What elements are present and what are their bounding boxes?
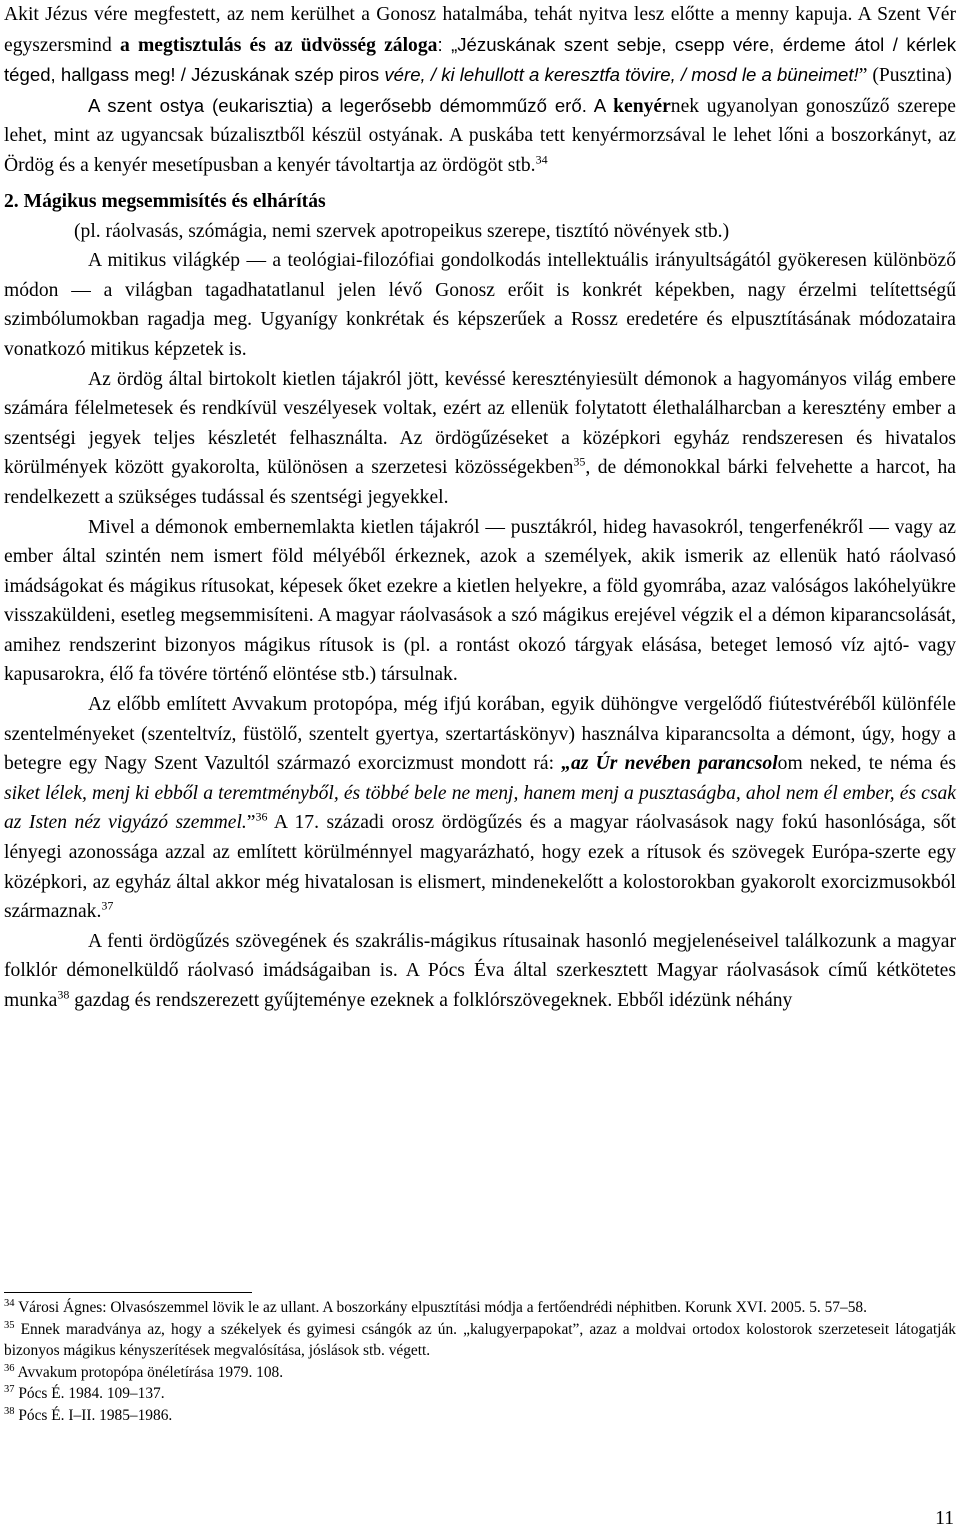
footnote-ref[interactable]: 35 <box>573 454 586 469</box>
footnote-text: Városi Ágnes: Olvasószemmel lövik le az ullant. A boszorkány elpusztítási módja a fertőendrédi néphitben. Korunk XVI. 2005. 5. 57–58. <box>14 1299 867 1316</box>
quote-close: ” <box>246 812 256 834</box>
footnote-number: 36 <box>4 1362 15 1374</box>
paragraph-7 <box>4 690 956 927</box>
quote-text: : „Jézuskának szent sebje, csepp vére, érdeme átol / kérlek téged, hallgass meg! / Jézuskának szép piros <box>4 33 957 86</box>
text-run: A 17. századi orosz ördögűzés és a magyar ráolvasások nagy fokú hasonlósága, sőt lényegi azonossága azzal az említett körülménnyel magyarázható, hogy ezek a rítusok és szövegek Európa-szerte egy középkori, az egyház által akkor még hivatalosan is elismert, mindenekelőtt a kolostorokban gyakorolt exorcizmusokból származnak. <box>4 812 956 923</box>
footnote-ref[interactable]: 37 <box>101 898 114 913</box>
footnote-38 <box>4 1405 956 1427</box>
text-run: om neked, te néma és <box>777 753 956 775</box>
text-run: , de démonokkal bárki felvehette a harcot, ha rendelkezett a szükséges tudással és szentségi jegyekkel. <box>4 457 956 508</box>
footnote-number: 35 <box>4 1319 15 1331</box>
quote-source: ” (Pusztina) <box>858 65 952 87</box>
footnote-37 <box>4 1383 956 1405</box>
footnote-35 <box>4 1319 956 1362</box>
document-page <box>4 0 956 1016</box>
footnote-number: 38 <box>4 1405 15 1417</box>
footnote-text: Pócs É. 1984. 109–137. <box>14 1385 165 1402</box>
footnote-text: Avvakum protopópa önéletírása 1979. 108. <box>14 1363 284 1381</box>
paragraph-5 <box>4 365 956 513</box>
footnote-number: 37 <box>4 1383 15 1395</box>
paragraph-8 <box>4 927 956 1016</box>
page-number: 11 <box>935 1508 954 1529</box>
paragraph-1 <box>4 0 956 91</box>
footnote-36 <box>4 1362 956 1384</box>
footnotes <box>4 1297 956 1426</box>
text-run: A fenti ördögűzés szövegének és szakrális-mágikus rítusainak hasonló megjelenéseivel találkozunk a magyar folklór démonelküldő ráolvasó imádságaiban is. A Pócs Éva által szerkesztett Magyar ráolvasások című kétkötetes munka <box>4 930 956 1011</box>
paragraph-3: (pl. ráolvasás, szómágia, nemi szervek apotropeikus szerepe, tisztító növények stb.) <box>74 220 730 242</box>
footnote-text: Pócs É. I–II. 1985–1986. <box>14 1406 173 1424</box>
quote-bold-italic: „az Úr nevében parancsol <box>561 753 778 775</box>
paragraph-2 <box>4 91 956 181</box>
text-run: Akit Jézus vére megfestett, az nem kerülhet a Gonosz hatalmába, tehát nyitva lesz előtte a menny kapuja. A Szent Vér egyszersmind <box>4 4 956 56</box>
text-run: Az előbb említett Avvakum protopópa, még ifjú korában, egyik dühöngve vergelődő fiútestvéréből különféle szentelményeket (szenteltvíz, füstölő, szentelt gyertya, szertartáskönyv) használva kiparancsolta a démont, úgy, hogy a betegre egy Nagy Szent Vazultól származó exorcizmust mondott rá: <box>4 694 956 775</box>
text-run: Az ördög által birtokolt kietlen tájakról jött, kevéssé keresztényiesült démonok a hagyományos világ embere számára félelmetesek és rendkívül veszélyesek voltak, ezért az ellenük folytatott élethalálharcban a keresztény ember a szentségi jegyek teljes készletét felhasználta. Az ördögűzéseket a középkori egyház rendszeresen és hivatalos körülmények között gyakorolta, különösen a szerzetesi közösségekben <box>4 368 956 479</box>
quote-italic: siket lélek, menj ki ebből a teremtményből, és többé bele ne menj, hanem menj a pusztaságba, ahol nem él ember, és csak az Isten néz vigyázó szemmel. <box>4 782 956 834</box>
text-run: gazdag és rendszerezett gyűjteménye ezeknek a folklórszövegeknek. Ebből idézünk néhány <box>69 990 793 1011</box>
paragraph-4: A mitikus világkép — a teológiai-filozófiai gondolkodás intellektuális irányultságától gyökeresen különböző módon — a világban tagadhatatlanul jelen lévő Gonosz erőit is konkrét képekben, nagy érzelmi telítettségű szimbólumokban ragadja meg. Ugyanígy konkrétak és képszerűek a Rossz eredetére és elpusztításának módozataira vonatkozó mitikus képzetek is. <box>4 250 956 360</box>
footnote-ref[interactable]: 36 <box>255 809 268 824</box>
bold-phrase: a megtisztulás és az üdvösség záloga <box>119 34 438 56</box>
section-heading: 2. Mágikus megsemmisítés és elhárítás <box>4 190 326 212</box>
bold-word: kenyér <box>613 95 671 117</box>
footnote-34 <box>4 1297 956 1319</box>
quote-italic: vére, / ki lehullott a keresztfa tövire, / mosd le a büneimet! <box>384 64 859 86</box>
text-run: A szent ostya (eukarisztia) a legerősebb démomműző erő. A <box>88 94 614 116</box>
footnote-number: 34 <box>4 1297 15 1309</box>
footnote-ref[interactable]: 38 <box>57 987 70 1002</box>
footnote-ref[interactable]: 34 <box>535 152 548 167</box>
paragraph-6: Mivel a démonok embernemlakta kietlen tájakról — pusztákról, hideg havasokról, tengerfenékről — vagy az ember által szintén nem ismert föld mélyéből érkeznek, azok a személyek, akik ismerik az ellenük ható ráolvasó imádságokat és mágikus rítusokat, képesek őket ezekre a kietlen helyekre, a föld gyomrába, azaz valóságos lakóhelyükre visszaküldeni, esetleg megsemmisíteni. A magyar ráolvasások a szó mágikus erejével végzik el a démon kiparancsolását, amihez rendszerint bizonyos mágikus rítusok is (pl. a rontást okozó tárgyak elásása, beteget lemosó víz ajtó- vagy kapusarokra, élő fa tövére történő elöntése stb.) társulnak. <box>4 516 956 686</box>
footnote-text: Ennek maradványa az, hogy a székelyek és gyimesi csángók az ún. „kalugyerpapokat”, azaz a moldvai ortodox kolostorok szerzeteseit látogatják bizonyos mágikus kényszerítések megvalósítása, jóslások stb. végett. <box>4 1320 956 1359</box>
footnote-separator <box>4 1292 252 1293</box>
text-run: nek ugyanolyan gonoszűző szerepe lehet, mint az ugyancsak búzalisztből készül ostyának. A puskába tett kenyérmorzsával le lehet lőni a boszorkányt, az Ördög és a kenyér mesetípusban a kenyér távoltartja az ördögöt stb. <box>4 95 957 176</box>
